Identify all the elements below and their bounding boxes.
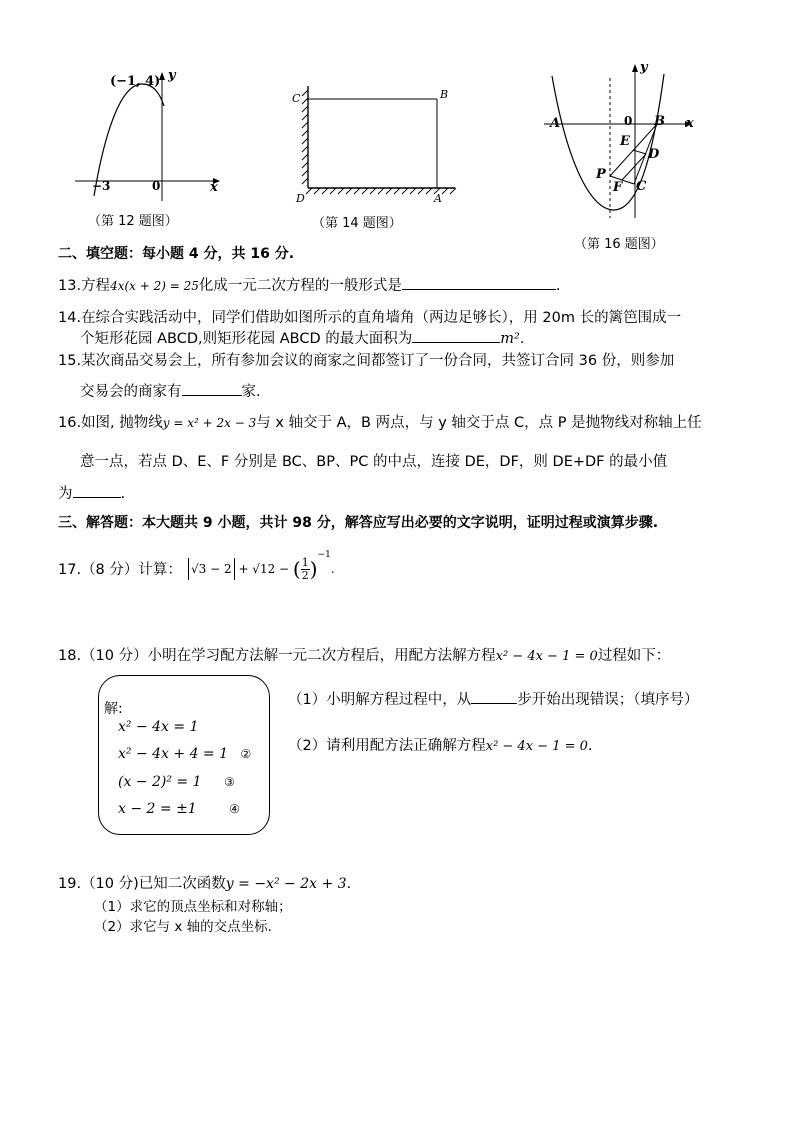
q18-part2a: （2）请利用配方法正确解方程	[288, 738, 486, 754]
q18-text: （10 分）小明在学习配方法解一元二次方程后，用配方法解方程	[81, 648, 496, 664]
q17-pre: （8 分）计算：	[81, 562, 182, 578]
figure-12	[70, 66, 230, 206]
q17-end: .	[330, 562, 335, 576]
fig12-caption: （第 12 题图）	[88, 214, 178, 229]
q14-number: 14.	[58, 310, 82, 326]
q14-end: .	[519, 331, 525, 347]
q18-step3-mark: ③	[223, 775, 235, 789]
question-16-line2	[80, 450, 667, 471]
fig16-origin: 0	[624, 114, 633, 128]
q18-step3: (x − 2)² = 1	[118, 774, 202, 790]
q18-solution-head: 解:	[104, 701, 123, 717]
fig16-y-label: y	[640, 60, 648, 75]
fig14-label-a: A	[434, 192, 442, 205]
q17-expression: √3 − 2 + √12 − ( $\frac{1}{2}$ )$^{-1}$.	[188, 552, 335, 586]
q18-step4: x − 2 = ±1	[118, 801, 197, 817]
q16-line2: 意一点，若点 D、E、F 分别是 BC、BP、PC 的中点，连接 DE，DF，则 DE+DF 的最小值	[80, 454, 668, 470]
q17-abs-value: √3 − 2	[188, 558, 235, 580]
question-15-line2	[80, 380, 261, 401]
fig16-label-e: E	[620, 134, 630, 149]
q19-end: .	[346, 876, 352, 892]
q18-equation: x² − 4x − 1 = 0	[495, 649, 598, 664]
q18-step4-mark: ④	[229, 802, 240, 816]
fig14-label-c: C	[292, 92, 301, 105]
q17-number: 17.	[58, 562, 82, 578]
q18-step1: x² − 4x = 1	[118, 719, 199, 735]
fig12-tick-neg3: −3	[92, 179, 111, 193]
q17-frac-den: 2	[301, 568, 309, 582]
q13-number: 13.	[58, 278, 82, 294]
fig16-label-f: F	[613, 180, 623, 195]
q18-number: 18.	[58, 648, 82, 664]
q16-line3a: 为	[58, 486, 73, 502]
q18-part1a: （1）小明解方程过程中，从	[288, 692, 472, 708]
fig16-x-label: x	[686, 116, 694, 131]
q18-part2	[288, 734, 593, 755]
q15-line1: 某次商品交易会上，所有参加会议的商家之间都签订了一份合同，共签订合同 36 份，则参加	[81, 353, 675, 369]
fig12-x-label: x	[210, 180, 218, 195]
q13-equation: 4x(x + 2) = 25	[110, 279, 199, 293]
q18-step2: x² − 4x + 4 = 1	[118, 746, 229, 762]
q15-answer-blank[interactable]	[182, 381, 242, 396]
q16-equation: y = x² + 2x − 3	[162, 416, 257, 430]
q19-number: 19.	[58, 876, 82, 892]
q15-line2a: 交易会的商家有	[80, 384, 182, 400]
q16-line3b: .	[120, 486, 126, 502]
q19-part2: （2）求它与 x 轴的交点坐标.	[94, 919, 272, 935]
question-19	[58, 872, 351, 893]
q19-part1: （1）求它的顶点坐标和对称轴；	[94, 899, 292, 915]
section-2-heading: 二、填空题：每小题 4 分，共 16 分.	[58, 246, 295, 262]
question-14	[58, 306, 681, 327]
figure-16	[540, 58, 710, 228]
q13-end: .	[555, 278, 561, 294]
fig14-caption: （第 14 题图）	[312, 216, 402, 231]
q13-answer-blank[interactable]	[402, 275, 556, 290]
q13-post: 化成一元二次方程的一般形式是	[198, 278, 402, 294]
q17-exponent: −1	[317, 550, 331, 560]
q19-equation: y = −x² − 2x + 3	[225, 876, 347, 892]
q17-plus-sqrt12: + √12 −	[238, 562, 290, 576]
q16-line1b: 与 x 轴交于 A，B 两点，与 y 轴交于点 C，点 P 是抛物线对称轴上任	[256, 415, 702, 431]
fig16-label-c: C	[636, 179, 647, 194]
question-13	[58, 274, 560, 295]
q18-step3-row	[118, 774, 235, 790]
fig12-origin: 0	[152, 179, 161, 193]
q18-part1-blank[interactable]	[471, 689, 517, 704]
section-3-heading: 三、解答题：本大题共 9 小题，共计 98 分，解答应写出必要的文字说明，证明过程或演算步骤.	[58, 515, 659, 531]
question-15	[58, 349, 674, 370]
question-18	[58, 644, 670, 665]
q18-text-end: 过程如下：	[597, 648, 671, 664]
q18-step2-mark: ②	[240, 747, 252, 761]
question-17	[58, 558, 182, 579]
fig14-label-b: B	[440, 88, 449, 101]
q18-step2-row	[118, 746, 251, 762]
q17-fraction	[301, 557, 310, 582]
q15-line2b: 家.	[241, 384, 261, 400]
fig12-point-label: (−1, 4)	[110, 74, 161, 89]
question-16	[58, 411, 702, 432]
q18-part1b: 步开始出现错误；（填序号）	[517, 692, 699, 708]
q14-line2: 个矩形花园 ABCD,则矩形花园 ABCD 的最大面积为	[80, 331, 413, 347]
fig16-label-p: P	[596, 167, 606, 182]
q14-answer-blank[interactable]	[412, 328, 500, 343]
q17-frac-num: 1	[301, 555, 309, 569]
q16-answer-blank[interactable]	[73, 483, 121, 498]
q14-unit: m²	[500, 331, 520, 347]
q13-pre: 方程	[81, 278, 111, 294]
q18-part2-end: .	[587, 738, 593, 754]
fig16-label-d: D	[648, 147, 660, 162]
q14-line1: 在综合实践活动中，同学们借助如图所示的直角墙角（两边足够长），用 20m 长的篱笆围成一	[81, 310, 682, 326]
fig14-label-d: D	[296, 192, 305, 205]
q18-part2-equation: x² − 4x − 1 = 0	[485, 739, 588, 754]
fig16-label-b: B	[654, 114, 665, 129]
question-14-line2	[80, 327, 524, 348]
figure-14	[290, 80, 470, 210]
fig16-label-a: A	[550, 116, 561, 131]
fig16-caption: （第 16 题图）	[574, 237, 664, 252]
fig12-y-label: y	[168, 68, 176, 83]
q18-part1	[288, 688, 698, 709]
q16-line1a: 如图, 抛物线	[81, 415, 163, 431]
q19-text: （10 分)已知二次函数	[81, 876, 226, 892]
q15-number: 15.	[58, 353, 82, 369]
question-16-line3	[58, 482, 125, 503]
q18-step4-row	[118, 801, 240, 817]
q16-number: 16.	[58, 415, 82, 431]
